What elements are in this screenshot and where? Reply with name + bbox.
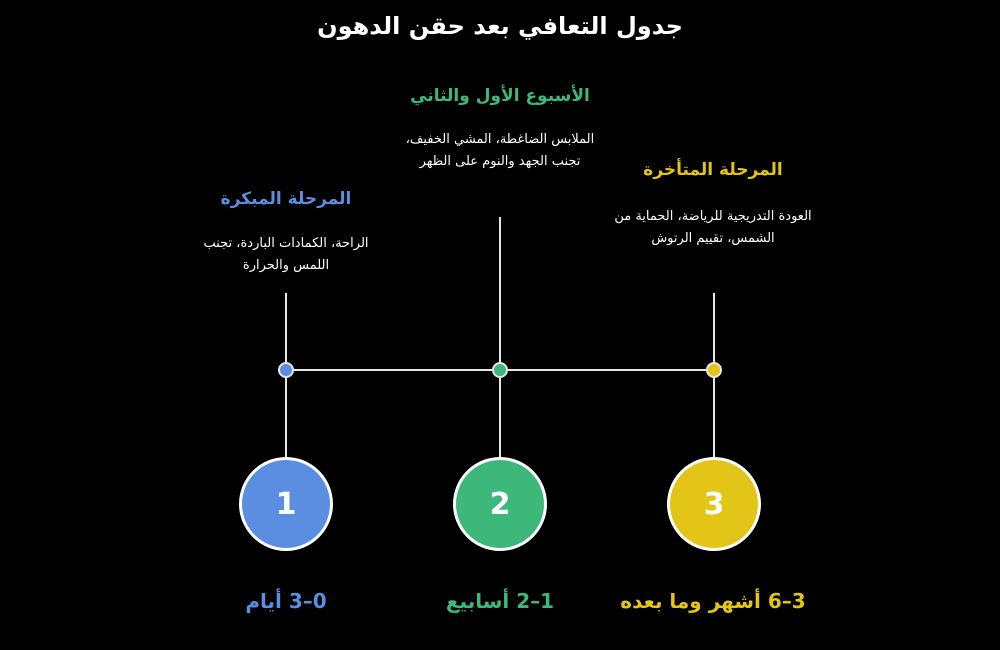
phase-3-duration: 3–6 أشهر وما بعده: [620, 589, 806, 613]
phase-2-connector-top: [499, 217, 501, 363]
phase-2-description: الملابس الضاغطة، المشي الخفيف، تجنب الجهد والنوم على الظهر: [405, 132, 595, 169]
phase-3-number-circle: 3: [667, 457, 761, 551]
phase-2-connector-bottom: [499, 378, 501, 460]
phase-1-connector-bottom: [285, 378, 287, 460]
phase-2-number-circle: 2: [453, 457, 547, 551]
phase-3-connector-bottom: [713, 378, 715, 460]
phase-1-duration: 0–3 أيام: [245, 589, 327, 613]
timeline-dot-3: [706, 362, 722, 378]
phase-3-title: المرحلة المتأخرة: [643, 160, 783, 180]
phase-1-number-circle: 1: [239, 457, 333, 551]
timeline-dot-2: [492, 362, 508, 378]
phase-3-description: العودة التدريجية للرياضة، الحماية من الشمس، تقييم الرتوش: [614, 209, 812, 246]
phase-1-connector-top: [285, 293, 287, 363]
timeline-dot-1: [278, 362, 294, 378]
phase-3-connector-top: [713, 293, 715, 363]
phase-1-title: المرحلة المبكرة: [220, 189, 352, 209]
phase-2-title: الأسبوع الأول والثاني: [410, 86, 590, 106]
diagram-title: جدول التعافي بعد حقن الدهون: [317, 12, 683, 40]
phase-1-description: الراحة، الكمادات الباردة، تجنب اللمس والحرارة: [203, 236, 369, 273]
phase-2-duration: 1–2 أسابيع: [445, 589, 555, 613]
